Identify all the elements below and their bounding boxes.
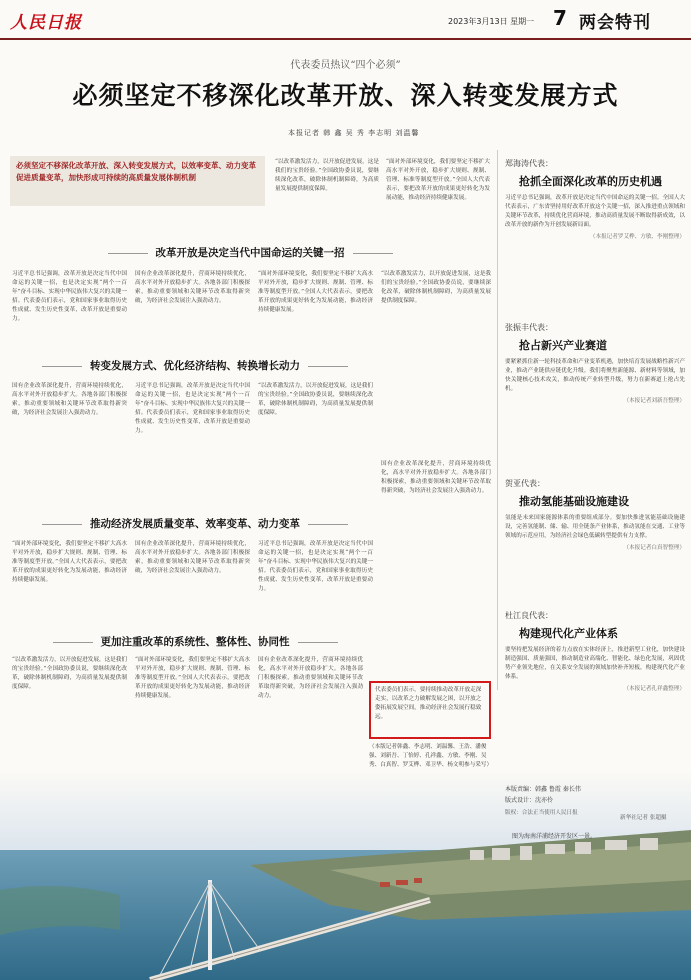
highlighted-paragraph: 代表委员们表示，要持续推动改革开放走深走实，以改革之力破解发展之困，以开放之姿拓展发展空间，推动经济社会发展行稳致远。 (369, 681, 491, 739)
section-subhead: 转变发展方式、优化经济结构、转换增长动力 (10, 358, 380, 373)
sidebar-title: 抢占新兴产业赛道 (519, 339, 607, 352)
sidebar-body: 要坚持把发展经济的着力点放在实体经济上，推进新型工业化，加快建设制造强国、质量强国，推动制造业高端化、智能化、绿色化发展，巩固优势产业领先地位，在关系安全发展的领域加快补齐短板，构建现代化产业体系。 (505, 647, 685, 680)
story-column: 国有企业改革深化提升，营商环境持续优化，高水平对外开放稳步扩大。各地各部门积极探索，推动重要领域和关键环节改革取得新突破，为经济社会发展注入强劲动力。 (381, 461, 491, 494)
article-headline: 必须坚定不移深化改革开放、深入转变发展方式 (72, 81, 619, 110)
story-column: “面对外部环境变化，我们要坚定不移扩大高水平对外开放，稳步扩大规则、规制、管理、标准等制度型开放。”全国人大代表表示，要把改革开放的成果更好转化为发展动能，推动经济持续健康发展。 (258, 271, 373, 313)
sidebar-note: （本报记者孔祥鑫整理） (623, 686, 685, 692)
designer-line: 版式设计：沈亦伶 (505, 797, 554, 804)
article-byline: 本报记者 韩 鑫 吴 秀 李志明 刘温馨 (288, 129, 420, 137)
photo-credit: 新华社记者 张超摄 (620, 815, 667, 821)
sidebar-body: 氢能是未来国家能源体系的重要组成部分。要加快推进氢能基础设施建设，完善氢能制、储、输、用全链条产业体系，推动氢能在交通、工业等领域的示范应用，为经济社会绿色低碳转型提供有力支撑。 (505, 515, 685, 539)
page-number: 7 (553, 6, 567, 30)
column-divider (497, 150, 498, 690)
story-column: 国有企业改革深化提升，营商环境持续优化，高水平对外开放稳步扩大。各地各部门积极探索，推动重要领域和关键环节改革取得新突破，为经济社会发展注入强劲动力。 (258, 657, 363, 699)
sidebar-title: 构建现代化产业体系 (519, 627, 618, 640)
lead-summary-text: 必须坚定不移深化改革开放、深入转变发展方式，以效率变革、动力变革促进质量变革，加快形成可持续的高质量发展体制机制 (16, 161, 256, 182)
issue-date: 2023年3月13日 星期一 (448, 17, 535, 26)
sidebar-item (505, 322, 685, 404)
section-subhead: 推动经济发展质量变革、效率变革、动力变革 (10, 516, 380, 531)
sidebar-speaker: 郑海涛代表： (505, 159, 553, 168)
editors-block (505, 784, 581, 806)
sidebar-item (505, 610, 685, 692)
story-column: “以改革激发活力，以开放促进发展，这是我们的宝贵经验。”全国政协委员说，要继续深化改革，破除体制机制障碍，为高质量发展提供制度保障。 (381, 271, 491, 304)
story-column: “面对外部环境变化，我们要坚定不移扩大高水平对外开放，稳步扩大规则、规制、管理、标准等制度型开放。”全国人大代表表示，要把改革开放的成果更好转化为发展动能，推动经济持续健康发展。 (12, 541, 127, 583)
story-column: 国有企业改革深化提升，营商环境持续优化，高水平对外开放稳步扩大。各地各部门积极探索，推动重要领域和关键环节改革取得新突破，为经济社会发展注入强劲动力。 (135, 541, 250, 574)
sidebar-item (505, 478, 685, 551)
article-kicker: 代表委员热议“四个必须” (290, 60, 401, 71)
story-column: “面对外部环境变化，我们要坚定不移扩大高水平对外开放，稳步扩大规则、规制、管理、标准等制度型开放。”全国人大代表表示，要把改革开放的成果更好转化为发展动能，推动经济持续健康发展。 (135, 657, 250, 699)
sidebar-item (505, 158, 685, 240)
story-column: 习近平总书记强调，改革开放是决定当代中国命运的关键一招，也是决定实现“两个一百年”奋斗目标、实现中华民族伟大复兴的关键一招。代表委员们表示，党和国家事业取得历史性成就、发生历史性变革，改革开放是重要动力。 (12, 271, 127, 322)
sidebar-speaker: 杜江良代表： (505, 611, 553, 620)
section-subhead: 更加注重改革的系统性、整体性、协同性 (10, 634, 380, 649)
story-column: 国有企业改革深化提升，营商环境持续优化，高水平对外开放稳步扩大。各地各部门积极探索，推动重要领域和关键环节改革取得新突破，为经济社会发展注入强劲动力。 (12, 383, 127, 416)
story-column: “以改革激发活力，以开放促进发展，这是我们的宝贵经验。”全国政协委员说，要继续深化改革，破除体制机制障碍，为高质量发展提供制度保障。 (258, 383, 373, 416)
sidebar-speaker: 贺亚代表： (505, 479, 545, 488)
copyright-note: 版权：合法正当使用人民日报 (505, 810, 578, 816)
sidebar-note: （本报记者刘新吾整理） (623, 398, 685, 404)
section-title: 两会特刊 (579, 13, 651, 33)
sidebar-speaker: 张振丰代表： (505, 323, 553, 332)
photo-caption: 图为海南洋浦经济开发区一景。 (512, 833, 597, 840)
story-column: 国有企业改革深化提升，营商环境持续优化，高水平对外开放稳步扩大。各地各部门积极探索，推动重要领域和关键环节改革取得新突破，为经济社会发展注入强劲动力。 (135, 271, 250, 304)
masthead (0, 0, 691, 40)
sidebar-note: （本报记者白真智整理） (623, 545, 685, 551)
sidebar-body: 要紧紧抓住新一轮科技革命和产业变革机遇，加快培育发展战略性新兴产业，推动产业链供应链优化升级。我们将聚焦新能源、新材料等领域，加快关键核心技术攻关，推动传统产业转型升级，努力在新赛道上抢占先机。 (505, 359, 685, 392)
sidebar-title: 抢抓全面深化改革的历史机遇 (519, 175, 662, 188)
sidebar-body: 习近平总书记强调，改革开放是决定当代中国命运的关键一招。全国人大代表表示，广东省坚持用好改革开放这个关键一招，深入推进重点领域和关键环节改革，持续优化营商环境，推动高质量发展不断取得新成效，以改革开放的新作为开创发展新局面。 (505, 195, 685, 228)
section-subhead: 改革开放是决定当代中国命运的关键一招 (10, 245, 490, 260)
story-column: “以改革激发活力，以开放促进发展，这是我们的宝贵经验。”全国政协委员说，要继续深化改革，破除体制机制障碍，为高质量发展提供制度保障。 (12, 657, 127, 690)
story-column: 习近平总书记强调，改革开放是决定当代中国命运的关键一招，也是决定实现“两个一百年”奋斗目标、实现中华民族伟大复兴的关键一招。代表委员们表示，党和国家事业取得历史性成就、发生历史性变革，改革开放是重要动力。 (258, 541, 373, 592)
newspaper-logo: 人民日报 (10, 13, 82, 33)
aerial-port-photo (0, 770, 691, 980)
sidebar-title: 推动氢能基础设施建设 (519, 495, 629, 508)
story-column: 习近平总书记强调，改革开放是决定当代中国命运的关键一招，也是决定实现“两个一百年”奋斗目标、实现中华民族伟大复兴的关键一招。代表委员们表示，党和国家事业取得历史性成就、发生历史性变革，改革开放是重要动力。 (135, 383, 250, 434)
editors-line: 本版责编：韩鑫 鲁霞 秦长伟 (505, 786, 581, 793)
reporter-credit: （本版记者韩鑫、李志明、刘温馨、王浩、潘俊强、刘新吾、丁怡婷、孔祥鑫、方敏、李刚、吴秀、白真智、罗艾桦、邓卫华、杨文明参与采写） (369, 744, 493, 768)
sidebar-note: （本报记者罗艾桦、方敏、李刚整理） (589, 234, 685, 240)
lead-summary-box (10, 156, 265, 206)
story-column: “面对外部环境变化，我们要坚定不移扩大高水平对外开放，稳步扩大规则、规制、管理、标准等制度型开放。”全国人大代表表示，要把改革开放的成果更好转化为发展动能，推动经济持续健康发展。 (386, 159, 490, 201)
story-column: “以改革激发活力，以开放促进发展，这是我们的宝贵经验。”全国政协委员说，要继续深化改革，破除体制机制障碍，为高质量发展提供制度保障。 (275, 159, 379, 192)
